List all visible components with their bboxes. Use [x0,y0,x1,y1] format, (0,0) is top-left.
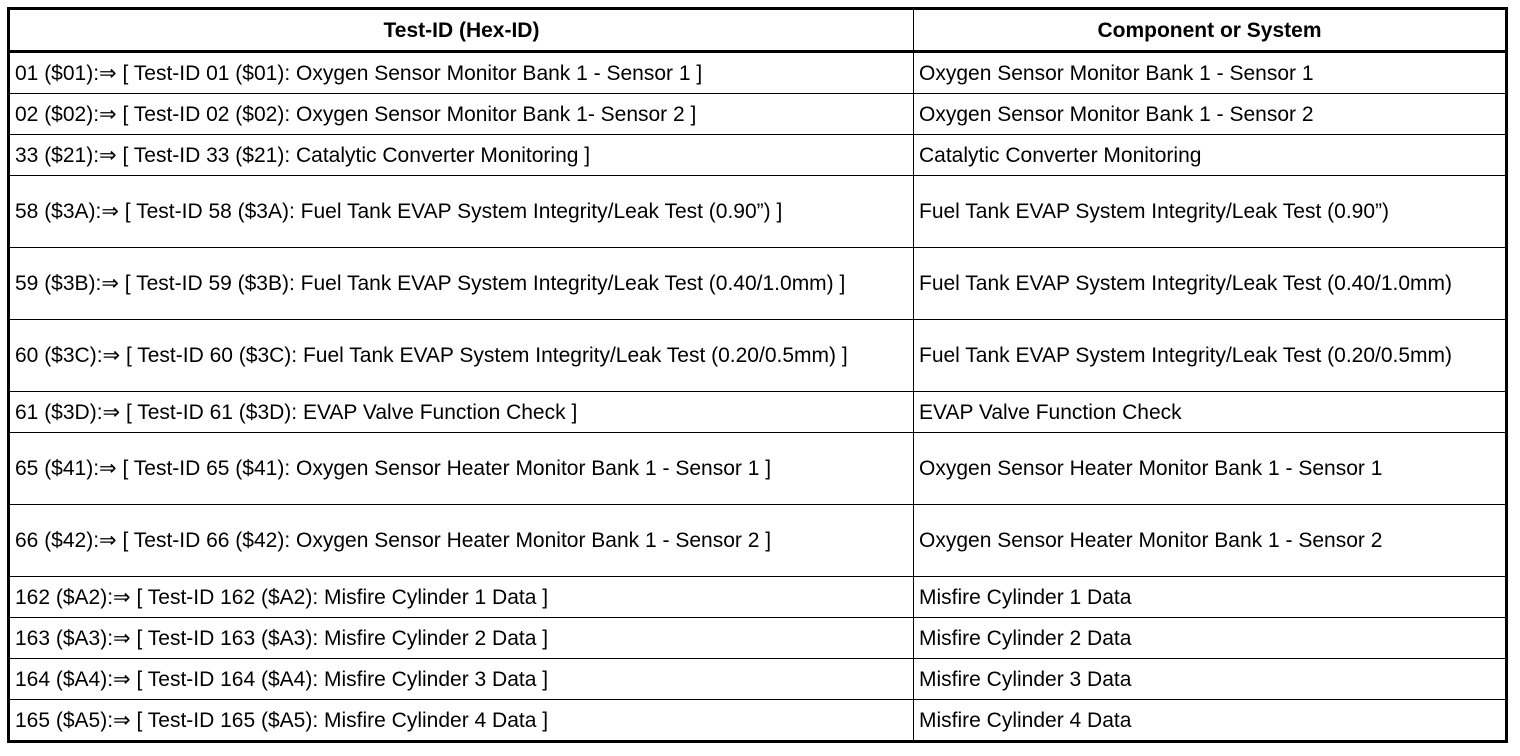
test-id-cell: 61 ($3D):⇒ [ Test-ID 61 ($3D): EVAP Valve Function Check ] [9,392,914,433]
component-cell: Fuel Tank EVAP System Integrity/Leak Test (0.40/1.0mm) [914,248,1507,320]
component-cell: Misfire Cylinder 1 Data [914,577,1507,618]
test-id-cell: 66 ($42):⇒ [ Test-ID 66 ($42): Oxygen Sensor Heater Monitor Bank 1 - Sensor 2 ] [9,505,914,577]
table-row [9,659,1507,700]
test-id-cell: 02 ($02):⇒ [ Test-ID 02 ($02): Oxygen Sensor Monitor Bank 1- Sensor 2 ] [9,94,914,135]
component-cell: Oxygen Sensor Heater Monitor Bank 1 - Sensor 2 [914,505,1507,577]
test-id-cell: 162 ($A2):⇒ [ Test-ID 162 ($A2): Misfire Cylinder 1 Data ] [9,577,914,618]
table-row [9,392,1507,433]
test-id-table-container [7,7,1505,743]
table-row [9,320,1507,392]
test-id-cell: 163 ($A3):⇒ [ Test-ID 163 ($A3): Misfire Cylinder 2 Data ] [9,618,914,659]
component-cell: Fuel Tank EVAP System Integrity/Leak Test (0.20/0.5mm) [914,320,1507,392]
table-row [9,52,1507,94]
table-row [9,248,1507,320]
table-row [9,176,1507,248]
test-id-cell: 65 ($41):⇒ [ Test-ID 65 ($41): Oxygen Sensor Heater Monitor Bank 1 - Sensor 1 ] [9,433,914,505]
component-cell: Oxygen Sensor Heater Monitor Bank 1 - Sensor 1 [914,433,1507,505]
component-cell: Misfire Cylinder 2 Data [914,618,1507,659]
table-row [9,94,1507,135]
component-cell: Oxygen Sensor Monitor Bank 1 - Sensor 2 [914,94,1507,135]
component-cell: Fuel Tank EVAP System Integrity/Leak Test (0.90”) [914,176,1507,248]
test-id-cell: 164 ($A4):⇒ [ Test-ID 164 ($A4): Misfire Cylinder 3 Data ] [9,659,914,700]
component-cell: EVAP Valve Function Check [914,392,1507,433]
component-cell: Misfire Cylinder 4 Data [914,700,1507,742]
header-component: Component or System [914,9,1507,52]
table-header-row [9,9,1507,52]
table-row [9,618,1507,659]
table-row [9,433,1507,505]
test-id-cell: 59 ($3B):⇒ [ Test-ID 59 ($3B): Fuel Tank EVAP System Integrity/Leak Test (0.40/1.0mm) ] [9,248,914,320]
table-row [9,700,1507,742]
table-row [9,577,1507,618]
test-id-cell: 01 ($01):⇒ [ Test-ID 01 ($01): Oxygen Sensor Monitor Bank 1 - Sensor 1 ] [9,52,914,94]
test-id-cell: 33 ($21):⇒ [ Test-ID 33 ($21): Catalytic Converter Monitoring ] [9,135,914,176]
table-row [9,505,1507,577]
table-row [9,135,1507,176]
test-id-cell: 58 ($3A):⇒ [ Test-ID 58 ($3A): Fuel Tank EVAP System Integrity/Leak Test (0.90”) ] [9,176,914,248]
component-cell: Catalytic Converter Monitoring [914,135,1507,176]
component-cell: Misfire Cylinder 3 Data [914,659,1507,700]
test-id-cell: 165 ($A5):⇒ [ Test-ID 165 ($A5): Misfire Cylinder 4 Data ] [9,700,914,742]
component-cell: Oxygen Sensor Monitor Bank 1 - Sensor 1 [914,52,1507,94]
test-id-table [7,7,1508,743]
header-test-id: Test-ID (Hex-ID) [9,9,914,52]
test-id-cell: 60 ($3C):⇒ [ Test-ID 60 ($3C): Fuel Tank EVAP System Integrity/Leak Test (0.20/0.5mm) ] [9,320,914,392]
